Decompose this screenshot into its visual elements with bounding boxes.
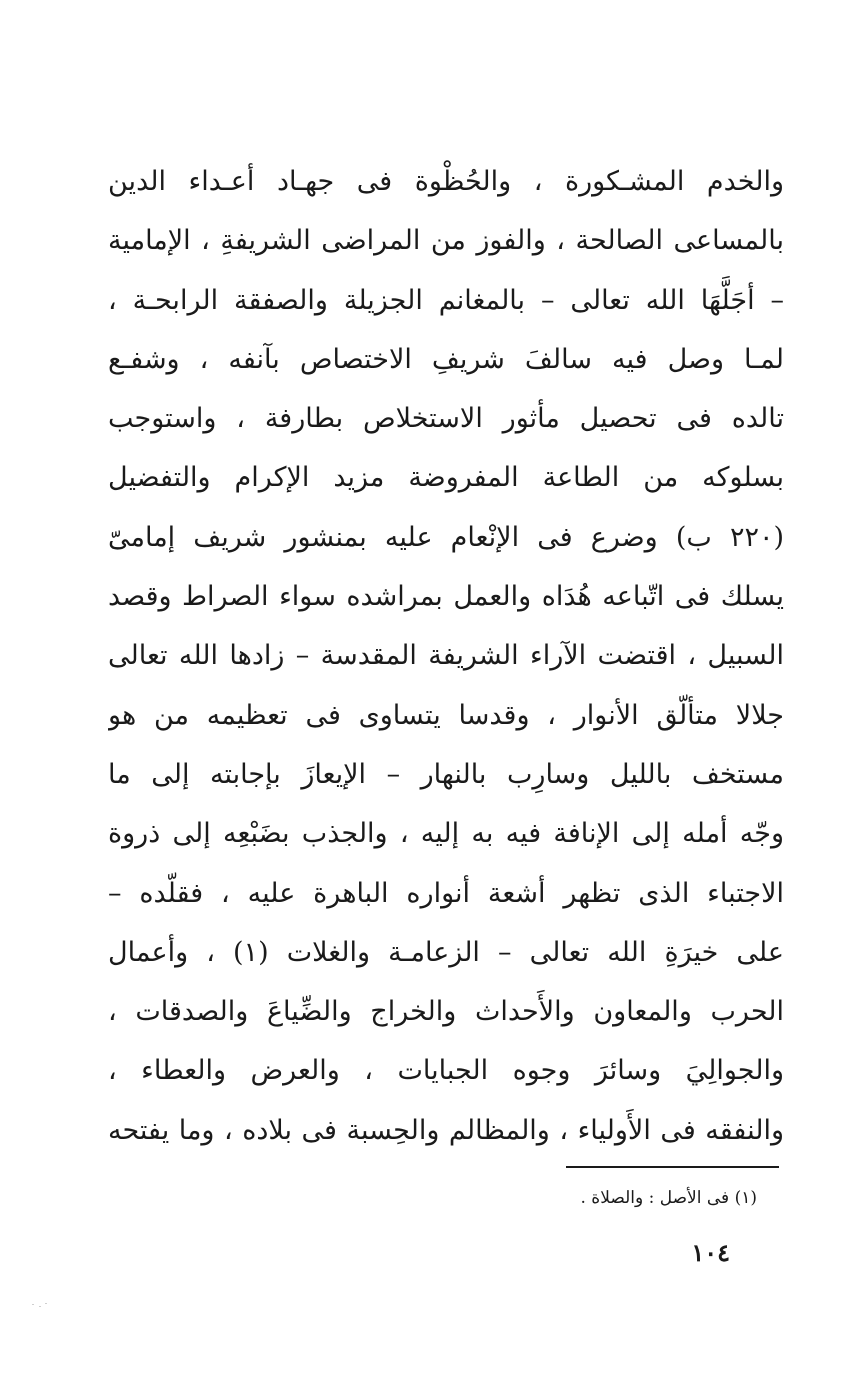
- text-line: والجوالِيَ وسائرَ وجوه الجبايات ، والعرض والعطاء ،: [108, 1055, 784, 1087]
- text-line: بسلوكه من الطاعة المفروضة مزيد الإكرام والتفضيل: [108, 462, 784, 494]
- page-number: ١٠٤: [691, 1238, 730, 1267]
- text-line: مستخف بالليل وسارِب بالنهار – الإيعازَ بإجابته إلى ما: [108, 758, 784, 790]
- body-text: [108, 152, 784, 1160]
- text-line: والخدم المشـكورة ، والحُظْوة فى جهـاد أعـداء الدين: [108, 166, 784, 197]
- text-line: (٢٢٠ ب) وضرع فى الإنْعام عليه بمنشور شريف إمامىّ: [108, 521, 784, 553]
- text-line: لمـا وصل فيه سالفَ شريفِ الاختصاص بآنفه ، وشفـع: [108, 343, 784, 375]
- text-line: الحرب والمعاون والأَحداث والخراج والضِّياعَ والصدقات ،: [108, 996, 784, 1028]
- text-line: يسلك فى اتّباعه هُدَاه والعمل بمراشده سواء الصراط وقصد: [108, 581, 784, 613]
- text-line: بالمساعى الصالحة ، والفوز من المراضى الشريفةِ ، الإمامية: [108, 225, 784, 257]
- scan-specks: [30, 1300, 60, 1330]
- text-line: وجّه أمله إلى الإنافة فيه به إليه ، والجذب بضَبْعِه إلى ذروة: [108, 818, 784, 850]
- text-line: السبيل ، اقتضت الآراء الشريفة المقدسة – زادها الله تعالى: [108, 640, 784, 672]
- text-line: والنفقه فى الأَولياء ، والمظالم والحِسبة فى بلاده ، وما يفتحه: [108, 1114, 784, 1146]
- footnote-divider: [566, 1166, 779, 1168]
- text-line: – أجَلَّهَا الله تعالى – بالمغانم الجزيلة والصفقة الرابحـة ،: [108, 284, 784, 316]
- text-line: تالده فى تحصيل مأثور الاستخلاص بطارفة ، واستوجب: [108, 403, 784, 435]
- footnote: (١) فى الأصل : والصلاة .: [580, 1188, 757, 1208]
- text-line: الاجتباء الذى تظهر أشعة أنواره الباهرة عليه ، فقلّده –: [108, 877, 784, 909]
- text-line: على خيرَةِ الله تعالى – الزعامـة والغلات (١) ، وأعمال: [108, 936, 784, 968]
- text-line: جلالا متألّق الأنوار ، وقدسا يتساوى فى تعظيمه من هو: [108, 699, 784, 731]
